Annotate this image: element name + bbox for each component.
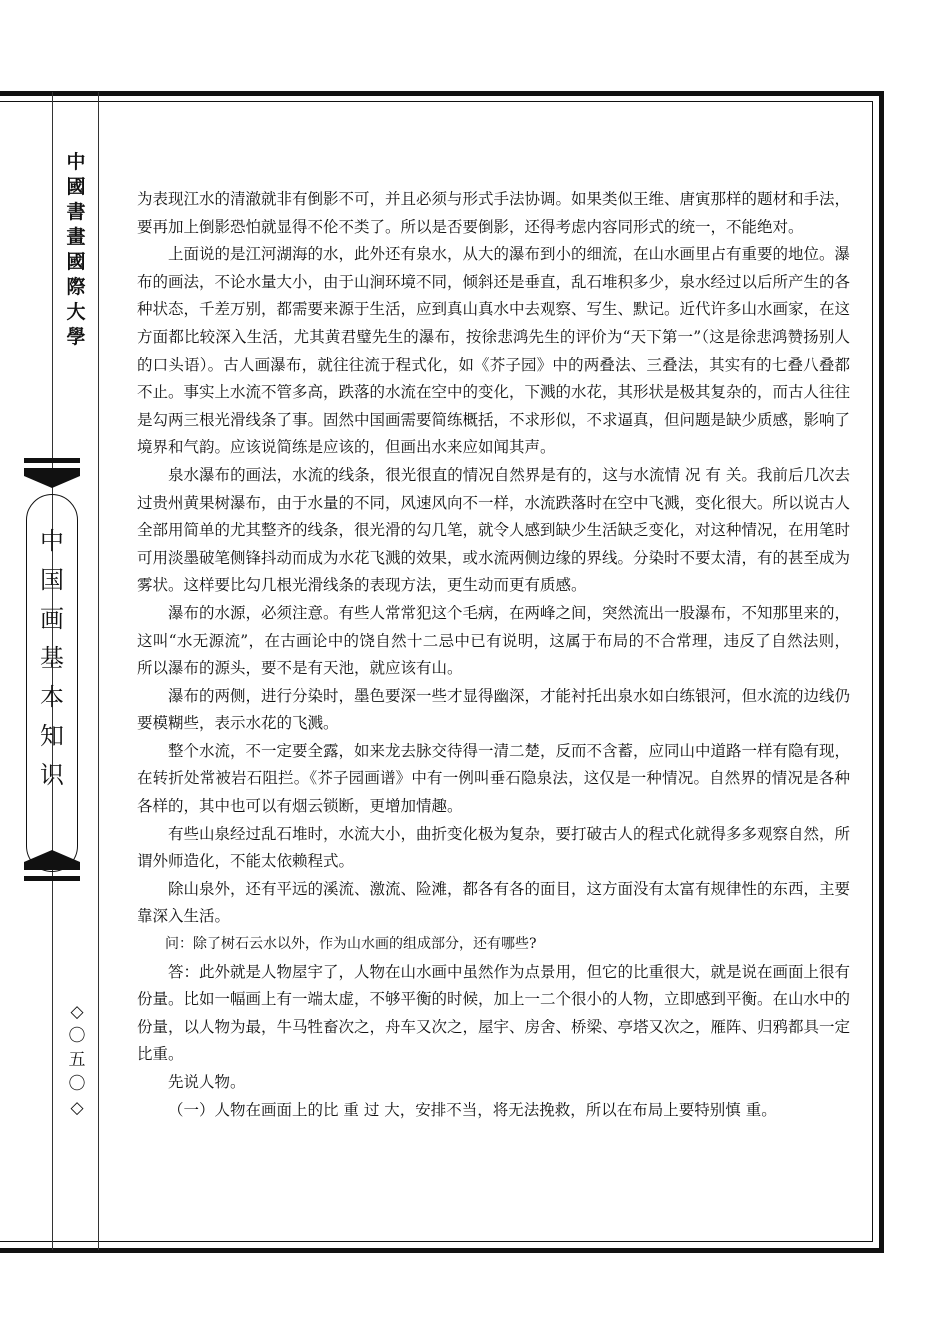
page-number: [60, 1000, 94, 1120]
paragraph: 上面说的是江河湖海的水，此外还有泉水，从大的瀑布到小的细流，在山水画里占有重要的地位。瀑布的画法，不论水量大小，由于山涧环境不同，倾斜还是垂直，乱石堆积多少，泉水经过以后所产生的各种状态，千差万别，都需要来源于生活，应到真山真水中去观察、写生、默记。近代许多山水画家，在这方面都比较深入生活，尤其黄君璧先生的瀑布，按徐悲鸿先生的评价为“天下第一”（这是徐悲鸿赞扬别人的口头语）。古人画瀑布，就往往流于程式化，如《芥子园》中的两叠法、三叠法，其实有的七叠八叠都不止。事实上水流不管多高，跌落的水流在空中的变化，下溅的水花，其形状是极其复杂的，而古人往往是勾两三根光滑线条了事。固然中国画需要简练概括，不求形似，不求逼真，但问题是缺少质感，影响了境界和气韵。应该说简练是应该的，但画出水来应如闻其声。: [137, 245, 851, 457]
paragraph: 瀑布的两侧，进行分染时，墨色要深一些才显得幽深，才能衬托出泉水如白练银河，但水流的边线仍要模糊些，表示水花的飞溅。: [137, 686, 851, 733]
tag-bottom-bar: [24, 876, 80, 881]
body-text: [137, 186, 850, 1124]
paragraph: 有些山泉经过乱石堆时，水流大小，曲折变化极为复杂，要打破古人的程式化就得多多观察自然，所谓外师造化，不能太依赖程式。: [137, 824, 851, 871]
book-title-char: 本: [40, 683, 64, 711]
school-char: 書: [66, 201, 86, 223]
school-char: 畫: [66, 226, 86, 248]
page-number-digit: 〇: [68, 1074, 86, 1094]
answer-paragraph: 答：此外就是人物屋宇了，人物在山水画中虽然作为点景用，但它的比重很大，就是说在画面上很有份量。比如一幅画上有一端太虚，不够平衡的时候，加上一二个很小的人物，立即感到平衡。在山水中的份量，以人物为最，牛马牲畜次之，舟车又次之，屋宇、房舍、桥梁、亭塔又次之，雁阵、归鸦都具一定比重。: [137, 962, 851, 1064]
school-char: 學: [66, 326, 86, 348]
tag-bottom-chevron: [24, 850, 80, 870]
paragraph: 除山泉外，还有平远的溪流、激流、险滩，都各有各的面目，这方面没有太富有规律性的东西，主要靠深入生活。: [137, 879, 851, 926]
page-number-ornament-top: ◇: [70, 1002, 84, 1022]
school-char: 中: [66, 151, 86, 173]
page-number-digit: 〇: [68, 1026, 86, 1046]
book-title-char: 基: [40, 644, 64, 672]
question-paragraph: 问：除了树石云水以外，作为山水画的组成部分，还有哪些?: [165, 936, 537, 953]
band-rule-right: [98, 92, 99, 1250]
tag-top-bar: [24, 458, 80, 463]
book-title-char: 中: [40, 527, 64, 555]
paragraph: 先说人物。: [168, 1073, 246, 1091]
book-title-char: 识: [40, 761, 64, 789]
school-char: 大: [66, 301, 86, 323]
school-name-column: [63, 150, 89, 350]
tag-top-chevron: [24, 468, 80, 488]
paragraph: 整个水流，不一定要全露，如来龙去脉交待得一清二楚，反而不含蓄，应同山中道路一样有隐有现，在转折处常被岩石阻拦。《芥子园画谱》中有一例叫垂石隐泉法，这仅是一种情况。自然界的情况是各种各样的，其中也可以有烟云锁断，更增加情趣。: [137, 741, 851, 816]
paragraph: 为表现江水的清澈就非有倒影不可，并且必须与形式手法协调。如果类似王维、唐寅那样的题材和手法，要再加上倒影恐怕就显得不伦不类了。所以是否要倒影，还得考虑内容同形式的统一，不能绝对。: [137, 190, 851, 236]
school-char: 國: [66, 176, 86, 198]
paragraph: （一）人物在画面上的比 重 过 大，安排不当，将无法挽救，所以在布局上要特别慎 重。: [168, 1100, 777, 1119]
school-char: 際: [66, 276, 86, 298]
paragraph: 泉水瀑布的画法，水流的线条，很光很直的情况自然界是有的，这与水流情 况 有 关。我前后几次去过贵州黄果树瀑布，由于水量的不同，风速风向不一样，水流跌落时在空中飞溅，变化很大。所以说古人全部用简单的尤其整齐的线条，很光滑的勾几笔，就令人感到缺少生活缺乏变化，对这种情况，在用笔时可用淡墨破笔侧锋抖动而成为水花飞溅的效果，或水流两侧边缘的界线。分染时不要太清，有的甚至成为雾状。这样要比勾几根光滑线条的表现方法，更生动而更有质感。: [137, 465, 851, 595]
school-char: 國: [66, 251, 86, 273]
book-title-column: [26, 522, 78, 795]
book-title-char: 知: [40, 722, 64, 750]
page-number-ornament-bottom: ◇: [70, 1098, 84, 1118]
paragraph: 瀑布的水源，必须注意。有些人常常犯这个毛病，在两峰之间，突然流出一股瀑布，不知那里来的，这叫“水无源流”，在古画论中的饶自然十二忌中已有说明，这属于布局的不合常理，违反了自然法则，所以瀑布的源头，要不是有天池，就应该有山。: [137, 603, 851, 678]
page-number-digit: 五: [68, 1050, 86, 1070]
book-title-char: 国: [40, 566, 64, 594]
book-title-char: 画: [40, 605, 64, 633]
